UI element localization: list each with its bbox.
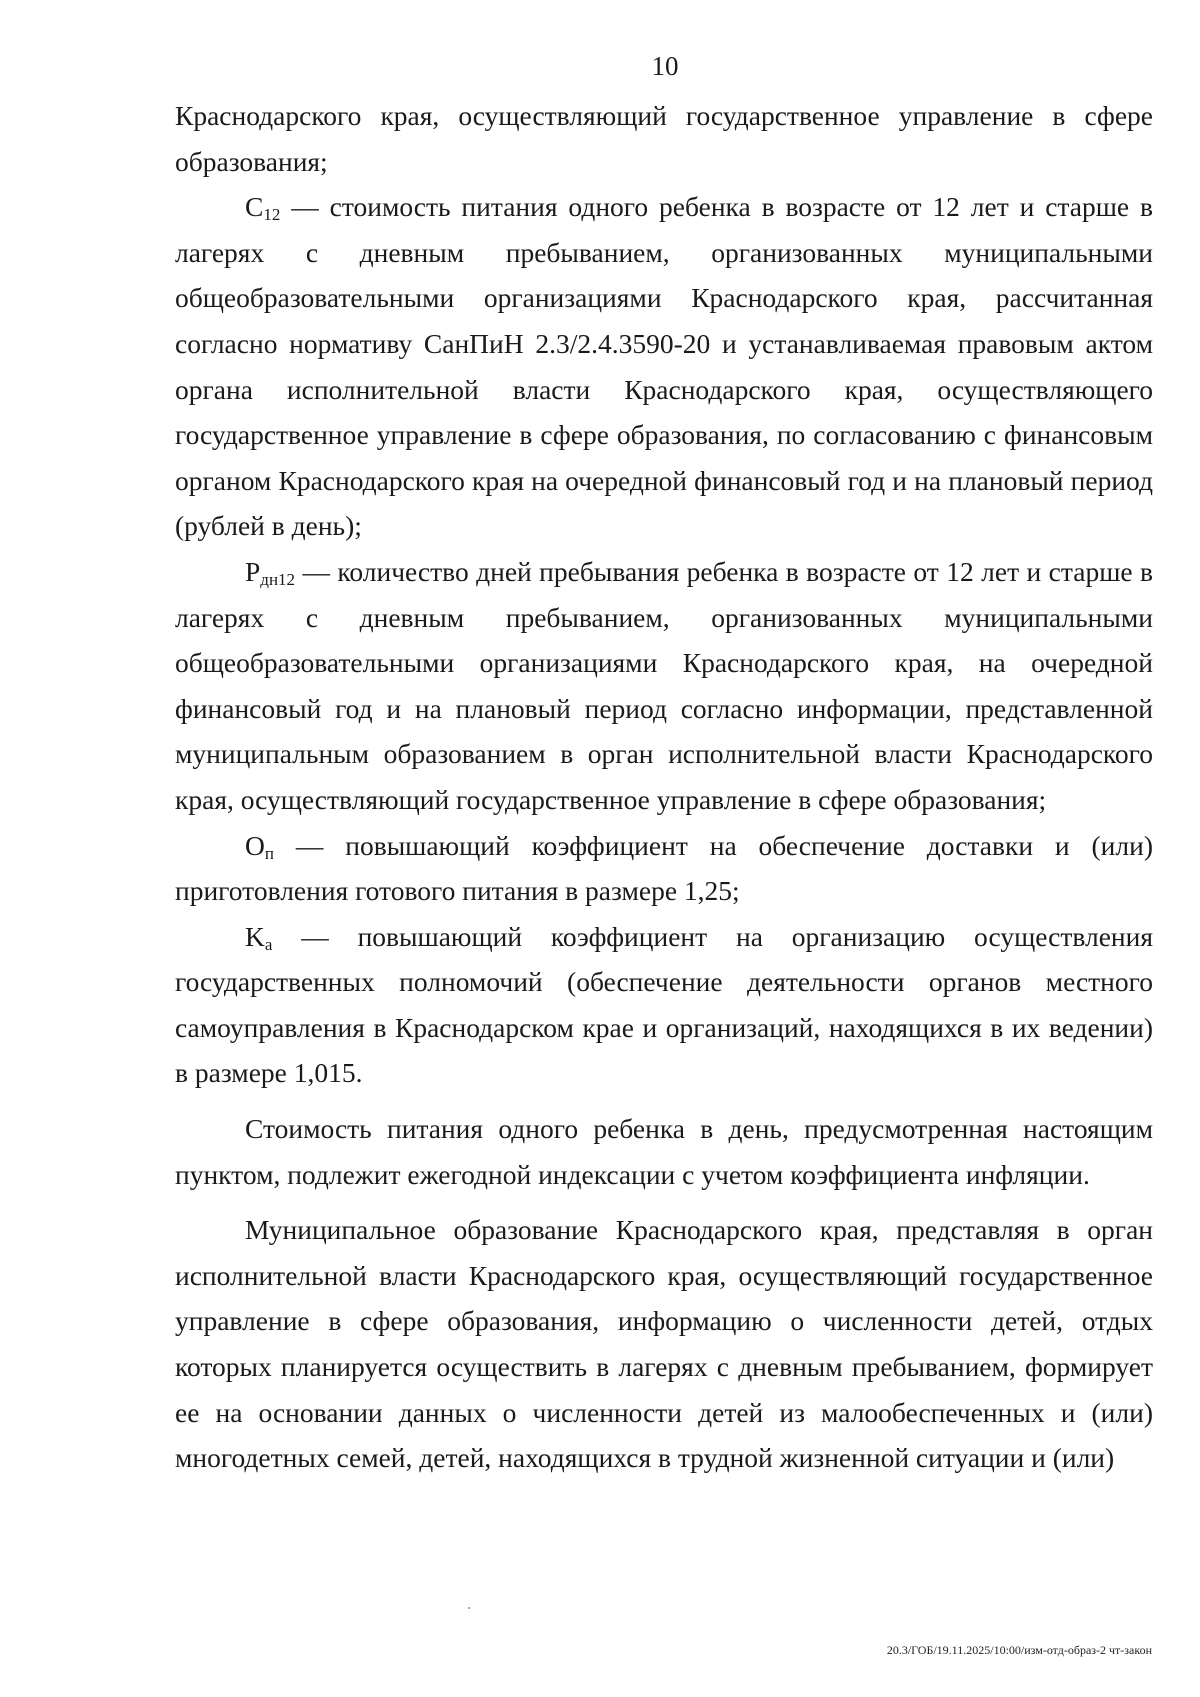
paragraph-text: — повышающий коэффициент на организацию осуществления государственных полномочий (обеспечение деятельности органов местного самоуправления в Краснодарском крае и организаций, находящихся в их ведении) в размере 1,015.	[175, 920, 1153, 1089]
paragraph-continuation	[175, 93, 1153, 184]
formula-symbol: $K_а$	[245, 920, 273, 954]
paragraph-text: Краснодарского края, осуществляющий государственное управление в сфере образования;	[175, 100, 1153, 177]
scan-speck	[468, 1607, 470, 1609]
definition-op	[175, 823, 1153, 914]
formula-symbol: $P_{дн12}$	[245, 555, 296, 589]
paragraph-indexation	[175, 1106, 1153, 1197]
paragraph-municipality	[175, 1207, 1153, 1481]
definition-c12	[175, 184, 1153, 549]
paragraph-text: — повышающий коэффициент на обеспечение доставки и (или) приготовления готового питания в размере 1,25;	[175, 829, 1153, 907]
paragraph-text: Стоимость питания одного ребенка в день, предусмотренная настоящим пунктом, подлежит ежегодной индексации с учетом коэффициента инфляции.	[175, 1113, 1153, 1190]
paragraph-text: — стоимость питания одного ребенка в возрасте от 12 лет и старше в лагерях с дневным пребыванием, организованных муниципальными общеобразовательными организациями Краснодарского края, рассчитанная согласно нормативу СанПиН 2.3/2.4.3590-20 и устанавливаемая правовым актом органа исполнительной власти Краснодарского края, осуществляющего государственное управление в сфере образования, по согласованию с финансовым органом Краснодарского края на очередной финансовый год и на плановый период (рублей в день);	[175, 191, 1153, 542]
document-body	[175, 93, 1153, 1481]
formula-symbol: $O_п$	[245, 829, 274, 863]
document-footer-code: 20.3/ГОБ/19.11.2025/10:00/изм-отд-образ-2 чт-закон	[886, 1643, 1152, 1657]
definition-ka	[175, 914, 1153, 1096]
formula-symbol: $C_{12}$	[245, 191, 281, 225]
definition-pdn12	[175, 549, 1153, 823]
page-number: 10	[651, 51, 679, 81]
paragraph-text: — количество дней пребывания ребенка в возрасте от 12 лет и старше в лагерях с дневным пребыванием, организованных муниципальными общеобразовательными организациями Краснодарского края, на очередной финансовый год и на плановый период согласно информации, представленной муниципальным образованием в орган исполнительной власти Краснодарского края, осуществляющий государственное управление в сфере образования;	[175, 555, 1153, 815]
paragraph-text: Муниципальное образование Краснодарского края, представляя в орган исполнительной власти Краснодарского края, осуществляющий государственное управление в сфере образования, информацию о численности детей, отдых которых планируется осуществить в лагерях с дневным пребыванием, формирует ее на основании данных о численности детей из малообеспеченных и (или) многодетных семей, детей, находящихся в трудной жизненной ситуации и (или)	[175, 1214, 1153, 1474]
